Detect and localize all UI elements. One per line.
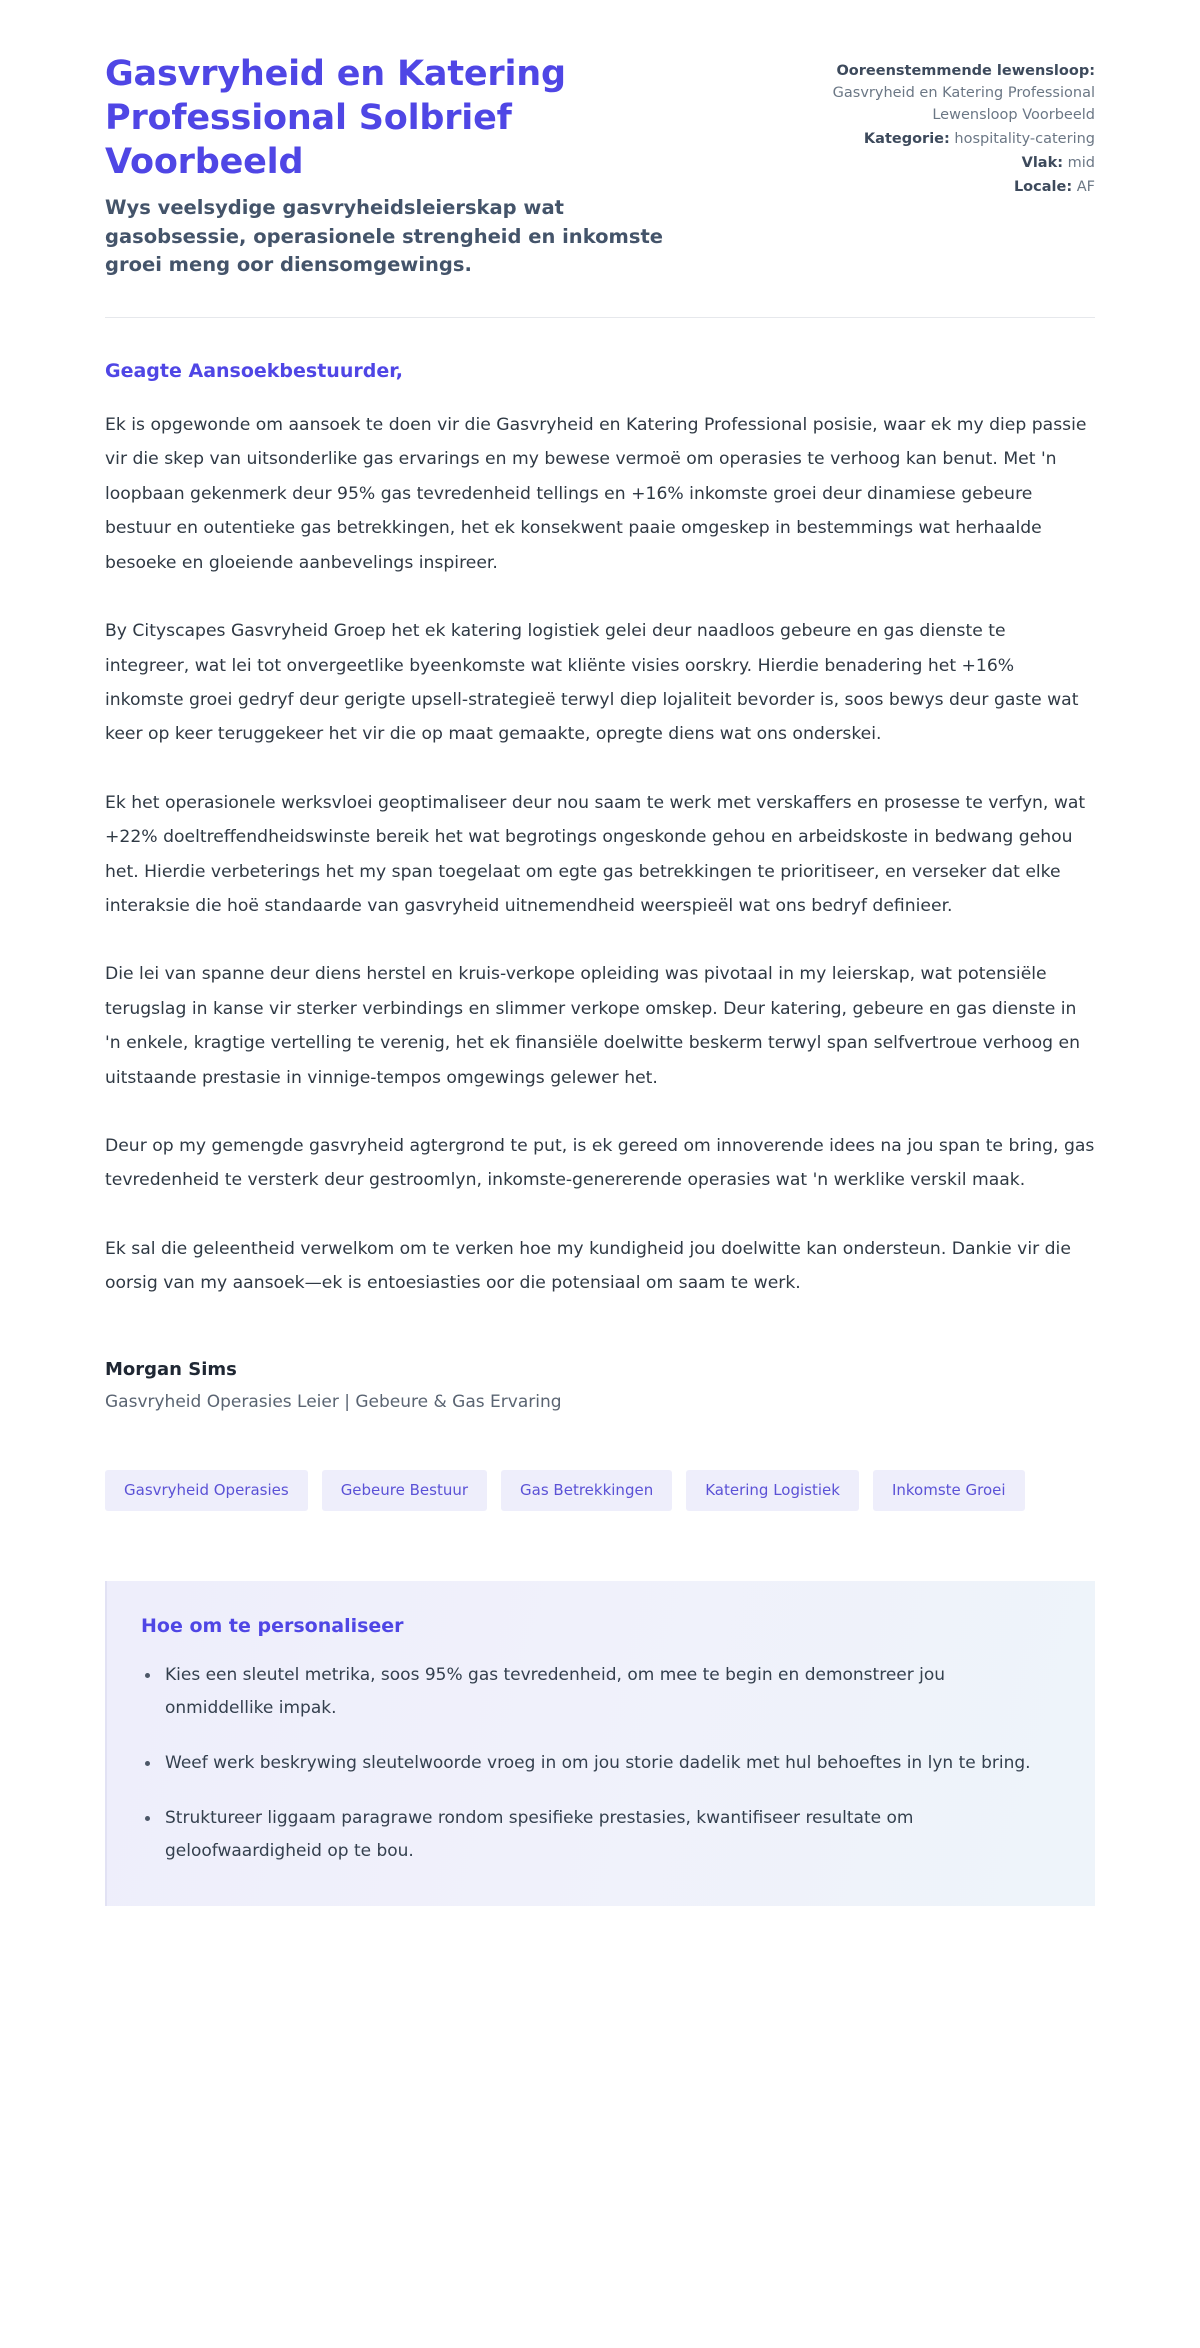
signature-role: Gasvryheid Operasies Leier | Gebeure & Gas Ervaring [105,1391,562,1412]
letter-paragraph-5: Deur op my gemengde gasvryheid agtergrond te put, is ek gereed om innoverende idees na jou span te bring, gas tevredenheid te versterk deur gestroomlyn, inkomste-genererende operasies wat 'n werklike verskil maak. [105,1135,1095,1191]
callout-list-item: Kies een sleutel metrika, soos 95% gas tevredenheid, om mee te begin en demonstreer jou onmiddellike impak. [141,1659,1055,1725]
page-title: Gasvryheid en Katering Professional Solbrief Voorbeeld [105,54,566,183]
personalization-callout [105,1581,1095,1907]
meta-label-matching-resume: Ooreenstemmende lewensloop: [836,63,1095,79]
letter-paragraph-4: Die lei van spanne deur diens herstel en kruis-verkope opleiding was pivotaal in my leierskap, wat potensiële terugslag in kanse vir sterker verbindings en slimmer verkope omskep. Deur katering, gebeure en gas dienste in 'n enkele, kragtige vertelling te verenig, het ek finansiële doelwitte beskerm terwyl span selfvertroue verhoog en uitstaande prestasie in vinnige-tempos omgewings gelewer het. [105,964,1080,1088]
meta-label-locale: Locale: [1013,179,1073,196]
meta-label-category: Kategorie: [863,131,950,148]
tag-chip[interactable]: Gebeure Bestuur [322,1470,487,1511]
document-header [105,0,1095,279]
letter-paragraph-2: By Cityscapes Gasvryheid Groep het ek katering logistiek gelei deur naadloos gebeure en gas dienste te integreer, wat lei tot onvergeetlike byeenkomste wat kliënte visies oorskry. Hierdie benadering het +16% inkomste groei gedryf deur gerigte upsell-strategieë terwyl diep lojaliteit bevorder is, soos bewys deur gaste wat keer op keer teruggekeer het vir die op maat gemaakte, opregte diens wat ons onderskei. [105,621,1079,745]
meta-value-category: hospitality-catering [954,131,1095,148]
page-subtitle: Wys veelsydige gasvryheidsleierskap wat gasobsessie, operasionele strengheid en inkomste groei meng oor diensomgewings. [105,196,664,276]
meta-row-locale [795,176,1095,198]
meta-value-locale: AF [1076,179,1095,196]
callout-title: Hoe om te personaliseer [141,1614,404,1637]
tag-chip[interactable]: Gas Betrekkingen [501,1470,672,1511]
meta-row-matching-resume [795,60,1095,126]
letter-paragraph-3: Ek het operasionele werksvloei geoptimaliseer deur nou saam te werk met verskaffers en prosesse te verfyn, wat +22% doeltreffendheidswinste bereik het wat begrotings ongeskonde gehou en arbeidskoste in bedwang gehou het. Hierdie verbeterings het my span toegelaat om egte gas betrekkingen te prioritiseer, en verseker dat elke interaksie die hoë standaarde van gasvryheid uitnemendheid weerspieël wat ons bedryf definieer. [105,792,1086,916]
meta-value-matching-resume: Gasvryheid en Katering Professional Lewensloop Voorbeeld [832,85,1095,124]
meta-row-category [795,128,1095,150]
callout-list [141,1659,1055,1869]
letter-signature [105,1359,1095,1412]
tag-list [105,1470,1095,1511]
tag-chip[interactable]: Gasvryheid Operasies [105,1470,308,1511]
letter-paragraph-1: Ek is opgewonde om aansoek te doen vir die Gasvryheid en Katering Professional posisie, waar ek my diep passie vir die skep van uitsonderlike gas ervarings en my bewese vermoë om operasies te verhoog kan benut. Met 'n loopbaan gekenmerk deur 95% gas tevredenheid tellings en +16% inkomste groei deur dinamiese gebeure bestuur en outentieke gas betrekkingen, het ek konsekwent paaie omgeskep in bestemmings wat herhaalde besoeke en gloeiende aanbevelings inspireer. [105,415,1087,573]
letter-paragraph-6: Ek sal die geleentheid verwelkom om te verken hoe my kundigheid jou doelwitte kan ondersteun. Dankie vir die oorsig van my aansoek—ek is entoesiasties oor die potensiaal om saam te werk. [105,1238,1071,1294]
document-meta [795,52,1095,200]
cover-letter-body [105,318,1095,1412]
tag-chip[interactable]: Katering Logistiek [686,1470,859,1511]
header-title-block [105,52,665,279]
callout-list-item: Weef werk beskrywing sleutelwoorde vroeg in om jou storie dadelik met hul behoeftes in lyn te bring. [141,1747,1055,1780]
callout-list-item: Struktureer liggaam paragrawe rondom spesifieke prestasies, kwantifiseer resultate om geloofwaardigheid op te bou. [141,1802,1055,1868]
signature-name: Morgan Sims [105,1358,237,1380]
tag-chip[interactable]: Inkomste Groei [873,1470,1025,1511]
meta-label-level: Vlak: [1021,155,1064,172]
letter-salutation: Geagte Aansoekbestuurder, [105,360,404,383]
meta-row-level [795,152,1095,174]
meta-value-level: mid [1067,155,1095,172]
